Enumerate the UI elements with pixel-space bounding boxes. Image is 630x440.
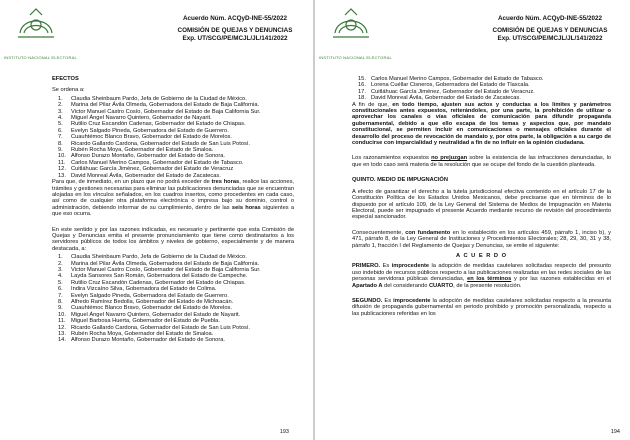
- document-header: [480, 15, 620, 44]
- file-number: Exp. UT/SCG/PE/MCJL/JL/141/2022: [497, 35, 603, 43]
- list-item: 12. Cuitláhuac García Jiménez, Gobernador del Estado de Veracruz: [58, 166, 234, 173]
- commission-name: COMISIÓN DE QUEJAS Y DENUNCIAS: [492, 27, 608, 35]
- paragraph: En este sentido y por las razones indicadas, es necesario y pertinente que esta Comisión de Quejas y Denuncias emita el presente pronunciamiento que tiene como destinatarios a los servidores públicos de todos los ámbitos y niveles de gobierno, especialmente y de manera destacada, a:: [52, 226, 294, 252]
- list-item: 11. Miguel Barbosa Huerta, Gobernador del Estado de Puebla.: [58, 318, 220, 325]
- paragraph: A efecto de garantizar el derecho a la tutela jurisdiccional efectiva contenido en el artículo 17 de la Constitución Política de los Estados Unidos Mexicanos, debe precisarse que en términos de lo dispuesto por el artículo 109, de la Ley General del Sistema de Medios de Impugnación en Materia Electoral, puede ser impugnado el presente Acuerdo mediante recurso de revisión del procedimiento especial sancionador.: [352, 188, 611, 221]
- institution-name: INSTITUTO NACIONAL ELECTORAL: [319, 55, 392, 60]
- list-item: 8. Ricardo Gallardo Cardona, Gobernador del Estado de San Luis Potosí.: [58, 140, 250, 147]
- agreement-number: Acuerdo Núm. ACQyD-INE-55/2022: [182, 15, 288, 22]
- list-item: 14. Alfonso Durazo Montaño, Gobernador del Estado de Sonora.: [58, 337, 225, 344]
- list-item: 9. Rubén Rocha Moya, Gobernador del Estado de Sinaloa.: [58, 147, 214, 154]
- list-item: 7. Evelyn Salgado Pineda, Gobernadora del Estado de Guerrero.: [58, 292, 229, 299]
- paragraph: Para que, de inmediato, en un plazo que no podrá exceder de tres horas, realice las acciones, trámites y gestiones necesarias para eliminar las publicaciones denunciadas que se encuentran alojadas en los vínculos señalados, en los cuadros insertos, como procedentes en cada caso, así como de cualquier otra plataforma electrónica o impresa bajo su dominio, control o administración, debiendo informar de su cumplimiento, dentro de las seis horas siguientes a que eso ocurra.: [52, 179, 294, 218]
- list-item: 3. Victor Manuel Castro Cosío, Gobernador del Estado de Baja California Sur.: [58, 108, 261, 115]
- list-item: 15. Carlos Manuel Merino Campos, Gobernador del Estado de Tabasco.: [358, 76, 544, 82]
- section-heading: QUINTO. MEDIO DE IMPUGNACIÓN: [352, 177, 448, 184]
- list-item: 10. Miguel Ángel Navarro Quintero, Gobernador del Estado de Nayarit.: [58, 311, 241, 318]
- list-item: 8. Alfredo Ramírez Bedolla, Gobernador del Estado de Michoacán.: [58, 299, 234, 305]
- list-item: 17. Cuitláhuac García Jiménez, Gobernador del Estado de Veracruz.: [358, 88, 535, 95]
- section-heading: EFECTOS: [52, 76, 79, 82]
- commission-name: COMISIÓN DE QUEJAS Y DENUNCIAS: [177, 27, 293, 35]
- list-item: 2. Marina del Pilar Ávila Olmeda, Gobernadora del Estado de Baja California.: [58, 102, 260, 109]
- list-item: 12. Ricardo Gallardo Cardona, Gobernador del Estado de San Luis Potosí.: [58, 324, 250, 331]
- resolution-first: PRIMERO. Es improcedente la adopción de medidas cautelares solicitadas respecto del presunto uso indebido de recursos públicos respecto a las publicaciones realizadas en las redes sociales de las personas servidoras públicas denunciadas, en los términos y por las razones establecidas en el Apartado A del considerando CUARTO, de la presente resolución.: [352, 263, 611, 289]
- list-item: 5. Rutilio Cruz Escandón Cadenas, Gobernador del Estado de Chiapas.: [58, 121, 246, 128]
- list-item: 9. Cuauhtémoc Blanco Bravo, Gobernador del Estado de Morelos.: [58, 305, 232, 312]
- list-item: 1. Claudia Sheinbaum Pardo, Jefa de Gobierno de la Ciudad de México.: [58, 254, 247, 261]
- list-item: 6. Indira Vizcaíno Silva, Gobernadora del Estado de Colima.: [58, 286, 217, 293]
- list-item: 10. Alfonso Durazo Montaño, Gobernador del Estado de Sonora.: [58, 153, 225, 160]
- list-item: 13. David Monreal Ávila, Gobernador del Estado de Zacatecas.: [58, 172, 221, 179]
- document-header: [165, 15, 305, 44]
- page-number: 194: [610, 429, 620, 435]
- list-item: 2. Marina del Pilar Ávila Olmeda, Gobernadora del Estado de Baja California.: [58, 260, 260, 267]
- page-body: [52, 76, 294, 344]
- list-item: 5. Rutilio Cruz Escandón Cadenas, Gobernador del Estado de Chiapas.: [58, 279, 246, 286]
- paragraph: A fin de que, en todo tiempo, ajusten sus actos y conductas a los límites y parámetros constitucionales antes expuestos, reiterándoles, por una parte, la prohibición de utilizar o aprovechar los canales o vías oficiales de comunicación para difundir propaganda gubernamental, debido a que ello escapa de los temas y aspectos que, por mandato constitucional, se permiten incluir en comunicaciones o mensajes oficiales durante el desarrollo del proceso de revocación de mandato y, por otra parte, la obligación a su cargo de conducirse con imparcialidad y neutralidad a fin de no influir en la opinión ciudadana.: [352, 101, 611, 147]
- list-item: 16. Lorena Cuéllar Cisneros, Gobernadora del Estado de Tlaxcala.: [358, 82, 530, 89]
- page-number: 193: [279, 429, 289, 435]
- list-item: 1. Claudia Sheinbaum Pardo, Jefa de Gobierno de la Ciudad de México.: [58, 95, 247, 102]
- list-item: 4. Miguel Ángel Navarro Quintero, Gobernador de Nayarit.: [58, 115, 212, 122]
- agreement-number: Acuerdo Núm. ACQyD-INE-55/2022: [497, 15, 603, 22]
- paragraph: Los razonamientos expuestos no prejuzgan sobre la existencia de las infracciones denunciadas, lo que en todo caso será materia de la resolución que se ocupe del fondo de la cuestión planteada.: [352, 155, 611, 168]
- list-item: 13. Rubén Rocha Moya, Gobernador del Estado de Sinaloa.: [58, 331, 214, 338]
- list-item: 18. David Monreal Ávila, Gobernador del Estado de Zacatecas.: [358, 95, 521, 102]
- list-item: 3. Victor Manuel Castro Cosío, Gobernador del Estado de Baja California Sur.: [58, 266, 261, 273]
- list-item: 4. Layda Sansores San Román, Gobernadora del Estado de Campeche.: [58, 273, 248, 280]
- ine-logo-icon: [325, 3, 377, 47]
- officials-list: [352, 76, 611, 102]
- file-number: Exp. UT/SCG/PE/MCJL/JL/141/2022: [182, 35, 288, 43]
- officials-list: [52, 96, 294, 179]
- paragraph: Consecuentemente, con fundamento en lo establecido en los artículos 459, párrafo 1, inciso b), y 471, párrafo 8, de la Ley General de Instituciones y Procedimientos Electorales; 28, 29, 30, 31 y 38, párrafo 1, fracción I del Reglamento de Quejas y Denuncias, se emite el siguiente:: [352, 229, 611, 249]
- list-item: 6. Evelyn Salgado Pineda, Gobernadora del Estado de Guerrero.: [58, 127, 229, 134]
- institution-name: INSTITUTO NACIONAL ELECTORAL: [4, 55, 77, 60]
- page-body: [352, 76, 611, 319]
- intro-text: Se ordena a:: [52, 87, 85, 94]
- list-item: 7. Cuauhtémoc Blanco Bravo, Gobernador del Estado de Morelos.: [58, 134, 232, 141]
- ine-logo-icon: [10, 3, 62, 47]
- list-item: 11. Carlos Manuel Merino Campos, Gobernador del Estado de Tabasco.: [58, 159, 244, 166]
- agreement-heading: A C U E R D O: [455, 252, 508, 259]
- document-page-right: [315, 0, 630, 440]
- resolution-second: SEGUNDO. Es improcedente la adopción de medidas cautelares solicitadas respecto a la presunta difusión de propaganda gubernamental en periodo prohibido y promoción personalizada, respecto a las publicaciones referidas en los: [352, 297, 611, 317]
- officials-list: [52, 254, 294, 344]
